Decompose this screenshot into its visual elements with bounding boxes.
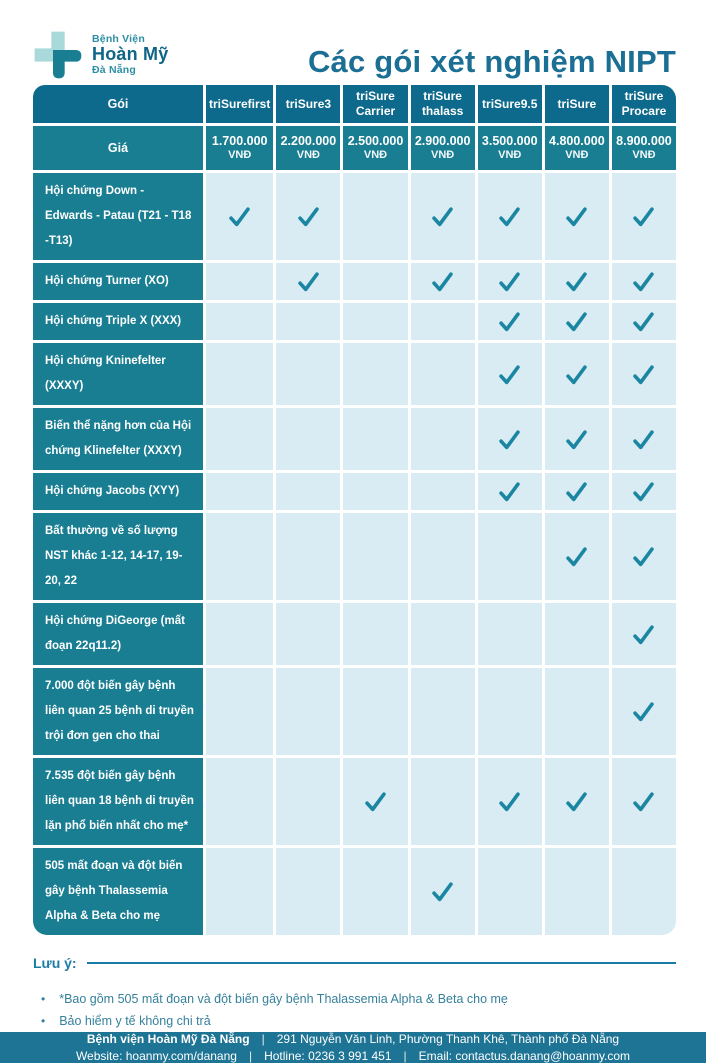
notes-header: [33, 955, 676, 971]
price-cell: [343, 126, 407, 170]
empty-cell: [343, 343, 407, 405]
check-icon: [630, 698, 657, 725]
price-cell: [411, 126, 475, 170]
check-cell: [612, 473, 676, 510]
empty-cell: [478, 513, 542, 600]
hospital-cross-icon: [33, 30, 83, 80]
row-label-cell: 7.535 đột biến gây bệnh liên quan 18 bệnh di truyền lặn phổ biến nhất cho mẹ*: [33, 758, 203, 845]
check-cell: [276, 173, 340, 260]
check-cell: [411, 263, 475, 300]
check-cell: [545, 758, 609, 845]
empty-cell: [276, 758, 340, 845]
price-cell: [545, 126, 609, 170]
empty-cell: [343, 303, 407, 340]
page-title: Các gói xét nghiệm NIPT: [307, 44, 676, 79]
check-cell: [612, 513, 676, 600]
empty-cell: [343, 173, 407, 260]
page-footer: [0, 1032, 706, 1063]
empty-cell: [411, 758, 475, 845]
row-label-cell: Hội chứng Triple X (XXX): [33, 303, 203, 340]
empty-cell: [343, 603, 407, 665]
empty-cell: [343, 513, 407, 600]
price-cell: [206, 126, 273, 170]
check-icon: [630, 268, 657, 295]
check-icon: [563, 478, 590, 505]
check-icon: [496, 308, 523, 335]
price-currency: VNĐ: [363, 149, 388, 162]
price-currency: VNĐ: [498, 149, 522, 162]
check-icon: [362, 788, 389, 815]
check-cell: [612, 408, 676, 470]
check-icon: [429, 203, 456, 230]
package-header-cell: triSurefirst: [206, 85, 273, 123]
price-currency: VNĐ: [228, 149, 252, 162]
price-row-header: Giá: [33, 126, 203, 170]
price-cell: [612, 126, 676, 170]
row-label-cell: Hội chứng DiGeorge (mất đoạn 22q11.2): [33, 603, 203, 665]
check-cell: [478, 263, 542, 300]
empty-cell: [206, 263, 273, 300]
check-icon: [496, 426, 523, 453]
empty-cell: [276, 668, 340, 755]
empty-cell: [545, 848, 609, 935]
check-cell: [478, 408, 542, 470]
row-label-cell: 7.000 đột biến gây bệnh liên quan 25 bệnh di truyền trội đơn gen cho thai: [33, 668, 203, 755]
empty-cell: [276, 303, 340, 340]
check-icon: [630, 788, 657, 815]
check-cell: [411, 848, 475, 935]
empty-cell: [343, 263, 407, 300]
check-cell: [276, 263, 340, 300]
check-cell: [478, 303, 542, 340]
check-icon: [496, 788, 523, 815]
empty-cell: [206, 303, 273, 340]
check-cell: [612, 263, 676, 300]
empty-cell: [276, 513, 340, 600]
notes-divider: [87, 962, 676, 964]
empty-cell: [206, 343, 273, 405]
empty-cell: [206, 473, 273, 510]
price-amount: 2.900.000: [414, 133, 471, 148]
footer-separator: |: [403, 1049, 407, 1063]
empty-cell: [206, 513, 273, 600]
footer-separator: |: [248, 1049, 253, 1063]
check-icon: [563, 361, 590, 388]
footer-line-2: [76, 1049, 630, 1063]
empty-cell: [411, 668, 475, 755]
note-text: Bảo hiểm y tế không chi trả: [59, 1013, 211, 1028]
price-currency: VNĐ: [632, 149, 656, 162]
bullet-icon: •: [41, 992, 46, 1006]
empty-cell: [343, 668, 407, 755]
nipt-table: [33, 85, 676, 935]
page-header: [0, 0, 706, 80]
package-header-cell: triSure3: [276, 85, 340, 123]
check-icon: [295, 203, 322, 230]
empty-cell: [478, 668, 542, 755]
row-label-cell: Biến thể nặng hơn của Hội chứng Klinefelter (XXXY): [33, 408, 203, 470]
table-wrap: [0, 80, 706, 935]
row-label-cell: Hội chứng Jacobs (XYY): [33, 473, 203, 510]
check-cell: [411, 173, 475, 260]
check-icon: [226, 203, 253, 230]
check-cell: [478, 173, 542, 260]
row-label-cell: 505 mất đoạn và đột biến gây bệnh Thalassemia Alpha & Beta cho mẹ: [33, 848, 203, 935]
footer-hospital-name: Bệnh viện Hoàn Mỹ Đà Nẵng: [86, 1032, 250, 1047]
notes-title: Lưu ý:: [33, 955, 77, 971]
check-icon: [496, 478, 523, 505]
empty-cell: [343, 473, 407, 510]
package-header-cell: triSure Carrier: [343, 85, 407, 123]
check-cell: [545, 343, 609, 405]
check-icon: [630, 361, 657, 388]
notes-section: [0, 935, 706, 1032]
empty-cell: [206, 603, 273, 665]
row-label-cell: Bất thường về số lượng NST khác 1-12, 14-17, 19-20, 22: [33, 513, 203, 600]
check-icon: [630, 621, 657, 648]
footer-email: Email: contactus.danang@hoanmy.com: [418, 1049, 631, 1063]
check-icon: [630, 203, 657, 230]
row-label-cell: Hội chứng Turner (XO): [33, 263, 203, 300]
empty-cell: [545, 603, 609, 665]
check-icon: [630, 308, 657, 335]
package-column-header: Gói: [33, 85, 203, 123]
check-cell: [612, 173, 676, 260]
check-cell: [206, 173, 273, 260]
empty-cell: [411, 473, 475, 510]
empty-cell: [343, 848, 407, 935]
check-icon: [630, 478, 657, 505]
package-header-cell: triSure: [545, 85, 609, 123]
check-icon: [630, 426, 657, 453]
footer-address: 291 Nguyễn Văn Linh, Phường Thanh Khê, Thành phố Đà Nẵng: [276, 1032, 620, 1047]
empty-cell: [206, 668, 273, 755]
row-label-cell: Hội chứng Kninefelter (XXXY): [33, 343, 203, 405]
check-cell: [612, 758, 676, 845]
bullet-icon: •: [41, 1013, 46, 1028]
empty-cell: [206, 848, 273, 935]
check-cell: [545, 513, 609, 600]
price-amount: 4.800.000: [549, 133, 605, 148]
empty-cell: [276, 473, 340, 510]
brand-line3: Đà Nẵng: [92, 63, 136, 76]
check-cell: [478, 473, 542, 510]
row-label-cell: Hội chứng Down - Edwards - Patau (T21 - T18 -T13): [33, 173, 203, 260]
check-cell: [545, 263, 609, 300]
empty-cell: [206, 758, 273, 845]
package-header-cell: triSure Procare: [612, 85, 676, 123]
check-icon: [563, 268, 590, 295]
note-text: *Bao gồm 505 mất đoạn và đột biến gây bệnh Thalassemia Alpha & Beta cho mẹ: [59, 992, 508, 1006]
check-cell: [343, 758, 407, 845]
empty-cell: [478, 848, 542, 935]
price-amount: 8.900.000: [616, 133, 672, 148]
hospital-logo: [33, 30, 168, 80]
empty-cell: [206, 408, 273, 470]
empty-cell: [411, 603, 475, 665]
check-icon: [295, 268, 322, 295]
empty-cell: [276, 848, 340, 935]
footer-hotline: Hotline: 0236 3 991 451: [264, 1049, 392, 1063]
empty-cell: [343, 408, 407, 470]
price-currency: VNĐ: [296, 149, 321, 162]
check-icon: [496, 268, 523, 295]
price-currency: VNĐ: [565, 149, 589, 162]
check-icon: [429, 268, 456, 295]
empty-cell: [411, 343, 475, 405]
footer-separator: |: [261, 1032, 265, 1047]
check-icon: [563, 543, 590, 570]
check-icon: [496, 361, 523, 388]
package-header-cell: triSure9.5: [478, 85, 542, 123]
price-cell: [276, 126, 340, 170]
footer-website: Website: hoanmy.com/danang: [75, 1049, 237, 1063]
check-cell: [612, 303, 676, 340]
package-header-cell: triSure thalass: [411, 85, 475, 123]
check-cell: [478, 758, 542, 845]
empty-cell: [478, 603, 542, 665]
empty-cell: [276, 343, 340, 405]
check-icon: [563, 203, 590, 230]
empty-cell: [545, 668, 609, 755]
price-amount: 2.200.000: [280, 133, 337, 148]
check-cell: [478, 343, 542, 405]
footer-line-1: [87, 1032, 619, 1046]
empty-cell: [411, 303, 475, 340]
price-amount: 3.500.000: [481, 133, 538, 148]
price-amount: 1.700.000: [211, 133, 268, 148]
check-cell: [612, 343, 676, 405]
brand-line2: Hoàn Mỹ: [92, 44, 169, 65]
price-currency: VNĐ: [431, 149, 455, 162]
check-icon: [630, 543, 657, 570]
check-icon: [496, 203, 523, 230]
empty-cell: [411, 513, 475, 600]
price-amount: 2.500.000: [347, 133, 404, 148]
check-cell: [545, 303, 609, 340]
check-cell: [612, 603, 676, 665]
check-cell: [545, 408, 609, 470]
empty-cell: [276, 603, 340, 665]
check-icon: [563, 788, 590, 815]
hospital-brand-text: [92, 34, 168, 77]
check-cell: [612, 668, 676, 755]
check-cell: [545, 473, 609, 510]
check-icon: [563, 308, 590, 335]
empty-cell: [276, 408, 340, 470]
note-item: [33, 1011, 676, 1033]
check-cell: [545, 173, 609, 260]
check-icon: [563, 426, 590, 453]
notes-list: [33, 989, 676, 1032]
price-cell: [478, 126, 542, 170]
empty-cell: [411, 408, 475, 470]
check-icon: [429, 878, 456, 905]
brand-line1: Bệnh Viện: [92, 32, 145, 45]
empty-cell: [612, 848, 676, 935]
